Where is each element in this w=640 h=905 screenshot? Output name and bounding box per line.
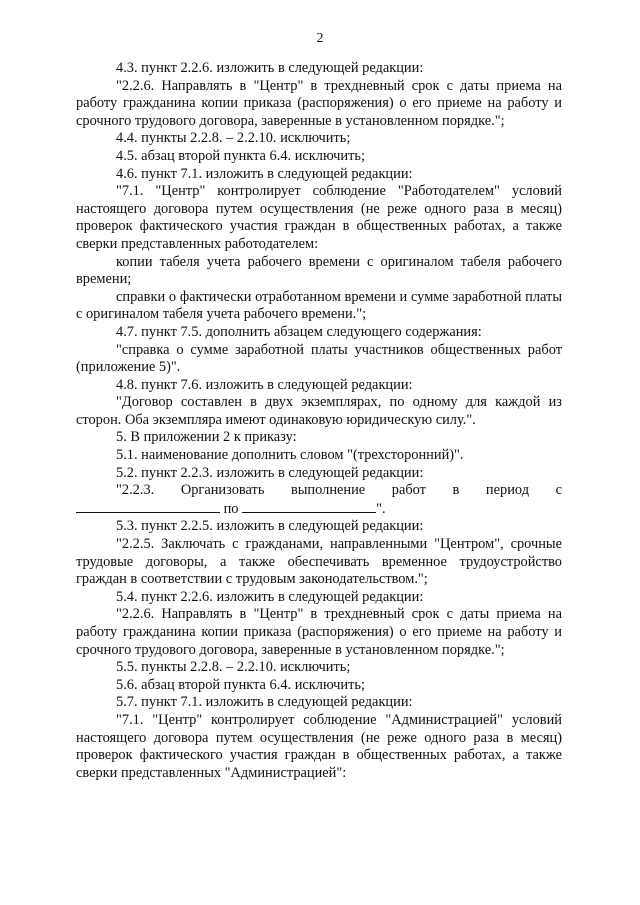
paragraph: 4.8. пункт 7.6. изложить в следующей редакции:	[116, 376, 413, 393]
paragraph: "2.2.6. Направлять в "Центр" в трехдневный срок с даты приема на работу гражданина копии приказа (распоряжения) о его приеме на работу и срочного трудового договора, заверенные в установленном порядке.";	[76, 77, 562, 129]
paragraph: 4.3. пункт 2.2.6. изложить в следующей редакции:	[116, 60, 424, 76]
paragraph: 5.4. пункт 2.2.6. изложить в следующей редакции:	[116, 588, 424, 605]
document-body	[76, 60, 562, 782]
paragraph: 5.5. пункты 2.2.8. – 2.2.10. исключить;	[116, 659, 351, 676]
paragraph: 5.7. пункт 7.1. изложить в следующей редакции:	[116, 694, 413, 711]
paragraph: справки о фактически отработанном времени и сумме заработной платы с оригиналом табеля учета рабочего времени.";	[76, 288, 562, 323]
paragraph: "справка о сумме заработной платы участников общественных работ (приложение 5)".	[76, 341, 562, 376]
paragraph: 5. В приложении 2 к приказу:	[116, 429, 297, 446]
period-fill-line	[76, 500, 562, 519]
period-middle-word: по	[223, 500, 239, 517]
period-start-blank	[76, 500, 220, 513]
page-number: 2	[316, 31, 324, 46]
period-end-blank	[242, 500, 376, 513]
paragraph: 4.6. пункт 7.1. изложить в следующей редакции:	[116, 165, 413, 182]
period-end-text: ".	[376, 500, 386, 517]
paragraph: "Договор составлен в двух экземплярах, по одному для каждой из сторон. Оба экземпляра имеют одинаковую юридическую силу.".	[76, 394, 562, 428]
paragraph: "2.2.6. Направлять в "Центр" в трехдневный срок с даты приема на работу гражданина копии приказа (распоряжения) о его приеме на работу и срочного трудового договора, заверенные в установленном порядке.";	[76, 606, 562, 658]
paragraph-period-start: "2.2.3. Организовать выполнение работ в период с	[116, 482, 562, 499]
paragraph: 4.7. пункт 7.5. дополнить абзацем следующего содержания:	[116, 323, 482, 340]
paragraph: 5.1. наименование дополнить словом "(трехсторонний)".	[116, 447, 464, 464]
paragraph: 5.3. пункт 2.2.5. изложить в следующей редакции:	[116, 518, 424, 535]
paragraph: 4.4. пункты 2.2.8. – 2.2.10. исключить;	[116, 130, 351, 147]
paragraph: 4.5. абзац второй пункта 6.4. исключить;	[116, 147, 365, 164]
paragraph: "2.2.5. Заключать с гражданами, направленными "Центром", срочные трудовые договоры, а также обеспечивать временное трудоустройство граждан в соответствии с трудовым законодательством.";	[76, 536, 562, 588]
paragraph: 5.2. пункт 2.2.3. изложить в следующей редакции:	[116, 464, 424, 481]
paragraph: "7.1. "Центр" контролирует соблюдение "Администрацией" условий настоящего договора путем осуществления (не реже одного раза в месяц) проверок фактического участия граждан в общественных работах, а также сверки представленных "Администрацией":	[76, 711, 562, 781]
paragraph: 5.6. абзац второй пункта 6.4. исключить;	[116, 676, 365, 693]
paragraph: копии табеля учета рабочего времени с оригиналом табеля рабочего времени;	[76, 253, 562, 288]
paragraph: "7.1. "Центр" контролирует соблюдение "Работодателем" условий настоящего договора путем осуществления (не реже одного раза в месяц) проверок фактического участия граждан в общественных работах, а также сверки представленных работодателем:	[76, 183, 562, 252]
